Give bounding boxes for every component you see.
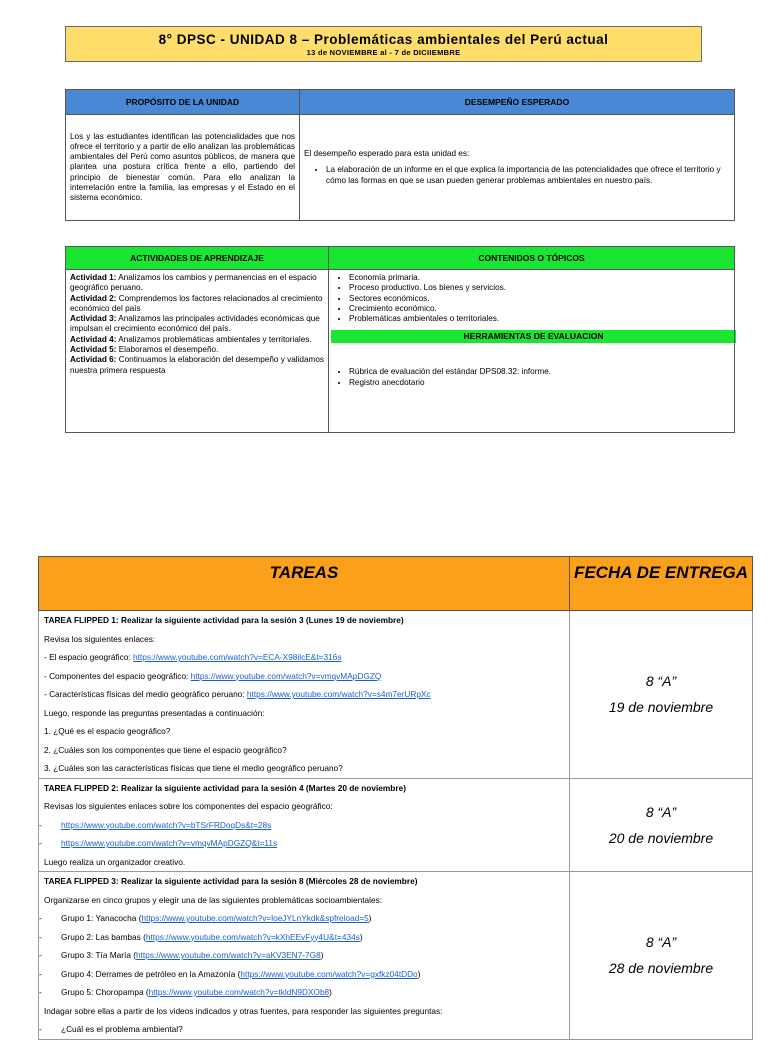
due-date-header: FECHA DE ENTREGA — [570, 557, 753, 611]
task1-question: 2. ¿Cuáles son los componentes que tiene el espacio geográfico? — [44, 744, 287, 755]
task1-link[interactable]: https://www.youtube.com/watch?v=vmqvMApDGZQ — [190, 670, 382, 681]
task3-group: 8 “A” — [645, 934, 677, 951]
activity-item: Actividad 5: Elaboramos el desempeño. — [70, 345, 219, 355]
task3-link[interactable]: https://www.youtube.com/watch?v=tkldN9DXOb8 — [148, 987, 330, 997]
topic-item: • Crecimiento económico. — [349, 304, 730, 314]
tasks-table — [38, 556, 753, 1040]
task1-link[interactable]: https://www.youtube.com/watch?v=s4m7erURpXc — [246, 689, 431, 699]
performance-cell — [300, 115, 735, 221]
activity-item: Actividad 4: Analizamos problemáticas ambientales y territoriales. — [70, 334, 312, 344]
topic-item: • Sectores económicos. — [349, 294, 730, 304]
activities-table — [65, 246, 735, 433]
task2-link-row: - https://www.youtube.com/watch?v=bTSrFRDoqDs&t=28s — [39, 819, 272, 830]
task3-link[interactable]: https://www.youtube.com/watch?v=loeJYLnYkdk&spfreload=5 — [141, 913, 369, 923]
task3-link[interactable]: https://www.youtube.com/watch?v=kXhEEvFyy4U&t=434s — [145, 931, 360, 942]
topic-item: • Proceso productivo. Los bienes y servicios. — [349, 283, 730, 293]
topics-header: CONTENIDOS O TÓPICOS — [329, 247, 735, 270]
task1-group: 8 “A” — [645, 673, 677, 690]
task3-group-row: - Grupo 4: Derrames de petróleo en la Amazonía (https://www.youtube.com/watch?v=gxfkz04tDDo) — [39, 968, 421, 979]
task2-group: 8 “A” — [645, 803, 677, 820]
task1-link-row: - Componentes del espacio geográfico: https://www.youtube.com/watch?v=vmqvMApDGZQ — [44, 670, 382, 681]
tools-header: HERRAMIENTAS DE EVALUACION — [331, 330, 736, 343]
task3-title: TAREA FLIPPED 3: Realizar la siguiente actividad para la sesión 8 (Miércoles 28 de noviembre) — [44, 876, 418, 886]
task3-question: ¿Cuál es el problema ambiental? — [61, 1024, 183, 1034]
task3-link[interactable]: https://www.youtube.com/watch?v=gxfkz04tDDo — [240, 968, 418, 979]
task3-group-row: - Grupo 5: Choropampa (https://www.youtube.com/watch?v=tkldN9DXOb8) — [39, 987, 332, 997]
task1-after: Luego, responde las preguntas presentadas a continuación: — [44, 707, 265, 718]
task3-cell — [39, 872, 570, 1040]
task3-date: 28 de noviembre — [608, 960, 714, 977]
table-row — [39, 778, 753, 872]
task1-due — [570, 611, 753, 779]
task3-question-row: - ¿Cuál es el problema ambiental? — [39, 1024, 183, 1034]
task2-cell — [39, 778, 570, 872]
topic-item: • Economía primaria. — [349, 273, 730, 283]
task3-group-row: - Grupo 1: Yanacocha (https://www.youtube.com/watch?v=loeJYLnYkdk&spfreload=5) — [39, 913, 372, 923]
topic-item: • Problemáticas ambientales o territoriales. — [349, 314, 730, 324]
task3-group-row: - Grupo 3: Tía María (https://www.youtube.com/watch?v=aKV3EN7-7G8) — [39, 950, 324, 960]
activities-header: ACTIVIDADES DE APRENDIZAJE — [66, 247, 329, 270]
performance-list — [304, 165, 730, 185]
tool-item: • Rúbrica de evaluación del estándar DPS08.32: informe. — [349, 367, 730, 377]
task2-due — [570, 778, 753, 872]
performance-header: DESEMPEÑO ESPERADO — [300, 90, 735, 115]
task1-date: 19 de noviembre — [608, 699, 714, 716]
tools-list — [333, 367, 730, 388]
purpose-table — [65, 89, 735, 221]
task2-link[interactable]: https://www.youtube.com/watch?v=vmqvMApDGZQ&t=11s — [61, 838, 278, 848]
activity-item: Actividad 3: Analizamos las principales actividades económicas que impulsan el crecimiento económico del país. — [70, 314, 320, 334]
task3-group-row: - Grupo 2: Las bambas (https://www.youtube.com/watch?v=kXhEEvFyy4U&t=434s) — [39, 931, 363, 942]
table-row — [39, 872, 753, 1040]
performance-intro: El desempeño esperado para esta unidad es: — [304, 149, 470, 159]
unit-dates: 13 de NOVIEMBRE al - 7 de DICIIEMBRE — [306, 48, 461, 57]
task1-question: 3. ¿Cuáles son las características físicas que tiene el medio geográfico peruano? — [44, 763, 343, 773]
activity-item: Actividad 6: Continuamos la elaboración del desempeño y validamos nuestra primera respuesta — [70, 355, 324, 375]
task3-link[interactable]: https://www.youtube.com/watch?v=aKV3EN7-7G8 — [136, 950, 321, 960]
task2-link-row: - https://www.youtube.com/watch?v=vmqvMApDGZQ&t=11s — [39, 838, 278, 848]
task2-after: Luego realiza un organizador creativo. — [44, 856, 186, 867]
task3-after: Indagar sobre ellas a partir de los videos indicados y otras fuentes, para responder las siguientes preguntas: — [44, 1005, 443, 1016]
performance-item: • La elaboración de un informe en el que explica la importancia de las potencialidades que ofrece el territorio y cómo las formas en que se usan pueden generar problemas ambientales en nuestro país. — [326, 165, 730, 185]
unit-title-box — [65, 26, 702, 62]
topics-list — [333, 273, 730, 324]
activity-item: Actividad 1: Analizamos los cambios y permanencias en el espacio geográfico peruano. — [70, 273, 317, 293]
task1-cell — [39, 611, 570, 779]
task1-link-row: - El espacio geográfico: https://www.youtube.com/watch?v=ECA-X98ilcE&t=316s — [44, 652, 342, 662]
topics-cell — [329, 270, 735, 433]
tool-item: • Registro anecdotario — [349, 378, 730, 388]
task1-question: 1. ¿Qué es el espacio geográfico? — [44, 726, 171, 736]
task2-link[interactable]: https://www.youtube.com/watch?v=bTSrFRDoqDs&t=28s — [61, 819, 272, 830]
task2-intro: Revisas los siguientes enlaces sobre los componentes del espacio geográfico: — [44, 801, 333, 811]
purpose-header: PROPÓSITO DE LA UNIDAD — [66, 90, 300, 115]
purpose-text: Los y las estudiantes identifican las potencialidades que nos ofrece el territorio y a partir de ello analizan las problemáticas ambientales del Perú como asuntos públicos, de manera que plantea una postura crítica frente a ello, partiendo del principio de bienestar común. Para ello analizan la interrelación entre la familia, las empresas y el Estado en el sistema económico. — [66, 115, 300, 221]
table-row — [39, 611, 753, 779]
tasks-header: TAREAS — [39, 557, 570, 611]
activities-cell — [66, 270, 329, 433]
task1-title: TAREA FLIPPED 1: Realizar la siguiente actividad para la sesión 3 (Lunes 19 de noviembre) — [44, 615, 404, 625]
activity-item: Actividad 2: Comprendemos los factores relacionados al crecimiento económico del país — [70, 293, 323, 313]
task3-intro: Organizarse en cinco grupos y elegir una de las siguientes problemáticas socioambientales: — [44, 894, 383, 905]
task1-link-row: - Características físicas del medio geográfico peruano: https://www.youtube.com/watch?v=s4m7erURpXc — [44, 689, 431, 699]
unit-title: 8° DPSC - UNIDAD 8 – Problemáticas ambientales del Perú actual — [158, 32, 609, 47]
task2-title: TAREA FLIPPED 2: Realizar la siguiente actividad para la sesión 4 (Martes 20 de noviembre) — [44, 782, 406, 793]
task1-intro: Revisa los siguientes enlaces: — [44, 633, 156, 644]
task3-due — [570, 872, 753, 1040]
task1-link[interactable]: https://www.youtube.com/watch?v=ECA-X98ilcE&t=316s — [133, 652, 342, 662]
task2-date: 20 de noviembre — [608, 829, 714, 846]
